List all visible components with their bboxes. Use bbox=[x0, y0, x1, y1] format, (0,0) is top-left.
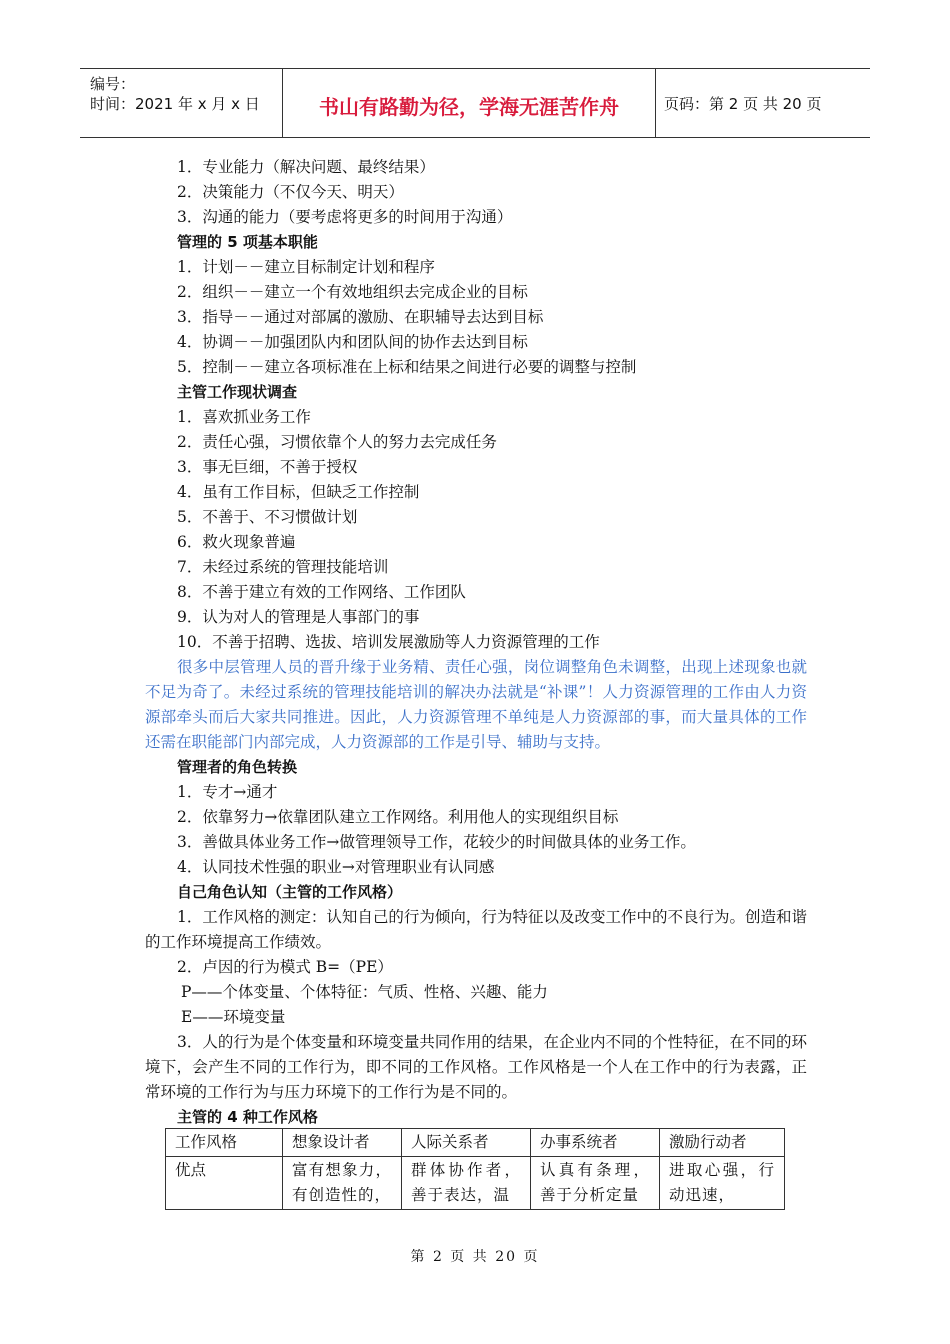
table-header-cell: 激励行动者 bbox=[660, 1129, 785, 1157]
motto: 书山有路勤为径，学海无涯苦作舟 bbox=[319, 95, 619, 119]
role-change-item: 4．认同技术性强的职业→对管理职业有认同感 bbox=[177, 858, 495, 876]
survey-item: 3．事无巨细，不善于授权 bbox=[177, 458, 358, 476]
header-motto-cell bbox=[283, 69, 656, 137]
p-variable-line: P——个体变量、个体特征：气质、性格、兴趣、能力 bbox=[181, 983, 548, 1001]
table-header-row bbox=[166, 1129, 785, 1157]
ability-item: 3．沟通的能力（要考虑将更多的时间用于沟通） bbox=[177, 208, 513, 226]
function-item: 3．指导－－通过对部属的激励、在职辅导去达到目标 bbox=[177, 308, 544, 326]
function-item: 5．控制－－建立各项标准在上标和结果之间进行必要的调整与控制 bbox=[177, 358, 637, 376]
table-cell: 进取心强，行动迅速， bbox=[660, 1157, 785, 1210]
document-body bbox=[145, 155, 807, 1130]
self-cognition-paragraph: 1．工作风格的测定：认知自己的行为倾向，行为特征以及改变工作中的不良行为。创造和谐的工作环境提高工作绩效。 bbox=[145, 908, 807, 951]
header-meta-cell bbox=[80, 69, 283, 137]
header-page-cell bbox=[656, 69, 870, 137]
function-item: 2．组织－－建立一个有效地组织去完成企业的目标 bbox=[177, 283, 528, 301]
survey-item: 10．不善于招聘、选拔、培训发展激励等人力资源管理的工作 bbox=[177, 633, 600, 651]
table-cell: 认真有条理，善于分析定量 bbox=[531, 1157, 660, 1210]
section-title-self-cognition: 自己角色认知（主管的工作风格） bbox=[177, 883, 403, 901]
page-footer: 第 2 页 共 20 页 bbox=[410, 1249, 540, 1265]
survey-item: 9．认为对人的管理是人事部门的事 bbox=[177, 608, 420, 626]
behavior-model-line: 2．卢因的行为模式 B=（PE） bbox=[177, 958, 393, 976]
e-variable-line: E——环境变量 bbox=[181, 1008, 286, 1026]
work-styles-table bbox=[165, 1128, 785, 1210]
section-title-functions: 管理的 5 项基本职能 bbox=[177, 233, 318, 251]
survey-item: 2．责任心强，习惯依靠个人的努力去完成任务 bbox=[177, 433, 497, 451]
table-row bbox=[166, 1157, 785, 1210]
section-title-survey: 主管工作现状调查 bbox=[177, 383, 298, 401]
section-title-role-change: 管理者的角色转换 bbox=[177, 758, 298, 776]
table-header-cell: 办事系统者 bbox=[531, 1129, 660, 1157]
survey-item: 5．不善于、不习惯做计划 bbox=[177, 508, 358, 526]
table-header-cell: 人际关系者 bbox=[402, 1129, 531, 1157]
survey-item: 6．救火现象普遍 bbox=[177, 533, 296, 551]
table-cell: 群体协作者，善于表达，温 bbox=[402, 1157, 531, 1210]
ability-item: 2．决策能力（不仅今天、明天） bbox=[177, 183, 404, 201]
function-item: 4．协调－－加强团队内和团队间的协作去达到目标 bbox=[177, 333, 528, 351]
survey-item: 7．未经过系统的管理技能培训 bbox=[177, 558, 389, 576]
role-change-item: 1．专才→通才 bbox=[177, 783, 278, 801]
table-cell: 富有想象力，有创造性的， bbox=[283, 1157, 402, 1210]
table-header-cell: 想象设计者 bbox=[283, 1129, 402, 1157]
survey-item: 4．虽有工作目标，但缺乏工作控制 bbox=[177, 483, 420, 501]
survey-item: 8．不善于建立有效的工作网络、工作团队 bbox=[177, 583, 466, 601]
survey-item: 1．喜欢抓业务工作 bbox=[177, 408, 311, 426]
function-item: 1．计划－－建立目标制定计划和程序 bbox=[177, 258, 435, 276]
role-change-item: 2．依靠努力→依靠团队建立工作网络。利用他人的实现组织目标 bbox=[177, 808, 619, 826]
page-number-label: 页码：第 2 页 共 20 页 bbox=[664, 95, 822, 113]
page-header bbox=[80, 68, 870, 138]
table-header-cell: 工作风格 bbox=[166, 1129, 283, 1157]
self-cognition-paragraph: 3．人的行为是个体变量和环境变量共同作用的结果，在企业内不同的个性特征，在不同的环境下，会产生不同的工作行为，即不同的工作风格。工作风格是一个人在工作中的行为表露，正常环境的工作行为与压力环境下的工作行为是不同的。 bbox=[145, 1033, 807, 1101]
time-label: 时间：2021 年 x 月 x 日 bbox=[90, 95, 260, 113]
section-title-styles: 主管的 4 种工作风格 bbox=[177, 1108, 318, 1126]
role-change-item: 3．善做具体业务工作→做管理领导工作，花较少的时间做具体的业务工作。 bbox=[177, 833, 696, 851]
table-row-label: 优点 bbox=[166, 1157, 283, 1210]
survey-note: 很多中层管理人员的晋升缘于业务精、责任心强，岗位调整角色未调整，出现上述现象也就不足为奇了。未经过系统的管理技能培训的解决办法就是“补课”！人力资源管理的工作由人力资源部牵头而后大家共同推进。因此，人力资源管理不单纯是人力资源部的事，而大量具体的工作还需在职能部门内部完成，人力资源部的工作是引导、辅助与支持。 bbox=[145, 658, 807, 751]
ability-item: 1．专业能力（解决问题、最终结果） bbox=[177, 158, 435, 176]
serial-label: 编号： bbox=[90, 75, 136, 93]
